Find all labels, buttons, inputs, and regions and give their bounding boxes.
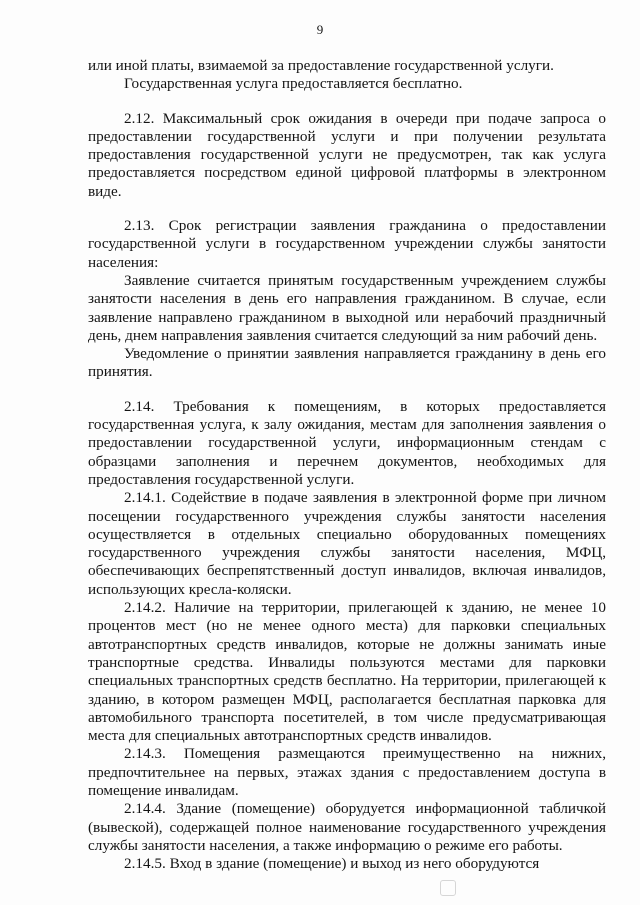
paragraph-fee-continuation: или иной платы, взимаемой за предоставление государственной услуги. [88,57,554,74]
paragraph-2-14-3: 2.14.3. Помещения размещаются преимущественно на нижних, предпочтительнее на первых, этажах здания с предоставлением доступа в помещение инвалидам. [88,745,606,799]
paragraph-notification: Уведомление о принятии заявления направляется гражданину в день его принятия. [88,345,606,381]
paragraph-2-14: 2.14. Требования к помещениям, в которых предоставляется государственная услуга, к залу ожидания, местам для заполнения заявления о предоставлении государственной услуги, информационным стендам с образцами заполнения и перечнем документов, необходимых для предоставления государственной услуги. [88,397,606,488]
paragraph-spacer [88,382,606,398]
paragraph-spacer [88,94,606,110]
scan-artifact [440,880,456,896]
paragraph-2-12: 2.12. Максимальный срок ожидания в очереди при подаче запроса о предоставлении государственной услуги и при получении результата предоставления государственной услуги не предусмотрен, так как услуга предоставляется посредством единой цифровой платформы в электронном виде. [88,109,606,200]
page-number: 9 [316,22,324,37]
paragraph-application-accepted: Заявление считается принятым государственным учреждением службы занятости населения в день его направления гражданином. В случае, если заявление направлено гражданином в выходной или нерабочий праздничный день, днем направления заявления считается следующий за ним рабочий день. [88,271,606,344]
paragraph-2-13: 2.13. Срок регистрации заявления гражданина о предоставлении государственной услуги в государственном учреждении службы занятости населения: [88,217,606,271]
paragraph-2-14-4: 2.14.4. Здание (помещение) оборудуется информационной табличкой (вывеской), содержащей полное наименование государственного учреждения службы занятости населения, а также информацию о режиме его работы. [88,800,606,854]
paragraph-free-service: Государственная услуга предоставляется бесплатно. [124,75,463,93]
paragraph-2-14-1: 2.14.1. Содействие в подаче заявления в электронной форме при личном посещении государственного учреждения службы занятости населения осуществляется в отдельных специально оборудованных помещениях государственного учреждения службы занятости населения, МФЦ, обеспечивающих беспрепятственный доступ инвалидов, включая инвалидов, использующих кресла-коляски. [88,489,606,598]
paragraph-2-14-5: 2.14.5. Вход в здание (помещение) и выход из него оборудуются [124,855,540,873]
document-body [88,57,606,873]
paragraph-spacer [88,201,606,217]
paragraph-2-14-2: 2.14.2. Наличие на территории, прилегающей к зданию, не менее 10 процентов мест (но не менее одного места) для парковки специальных автотранспортных средств инвалидов, которые не должны занимать иные транспортные средства. Инвалиды пользуются местами для парковки специальных транспортных средств бесплатно. На территории, прилегающей к зданию, в котором размещен МФЦ, располагается бесплатная парковка для автомобильного транспорта посетителей, в том числе предусматривающая места для специальных автотранспортных средств инвалидов. [88,599,606,745]
